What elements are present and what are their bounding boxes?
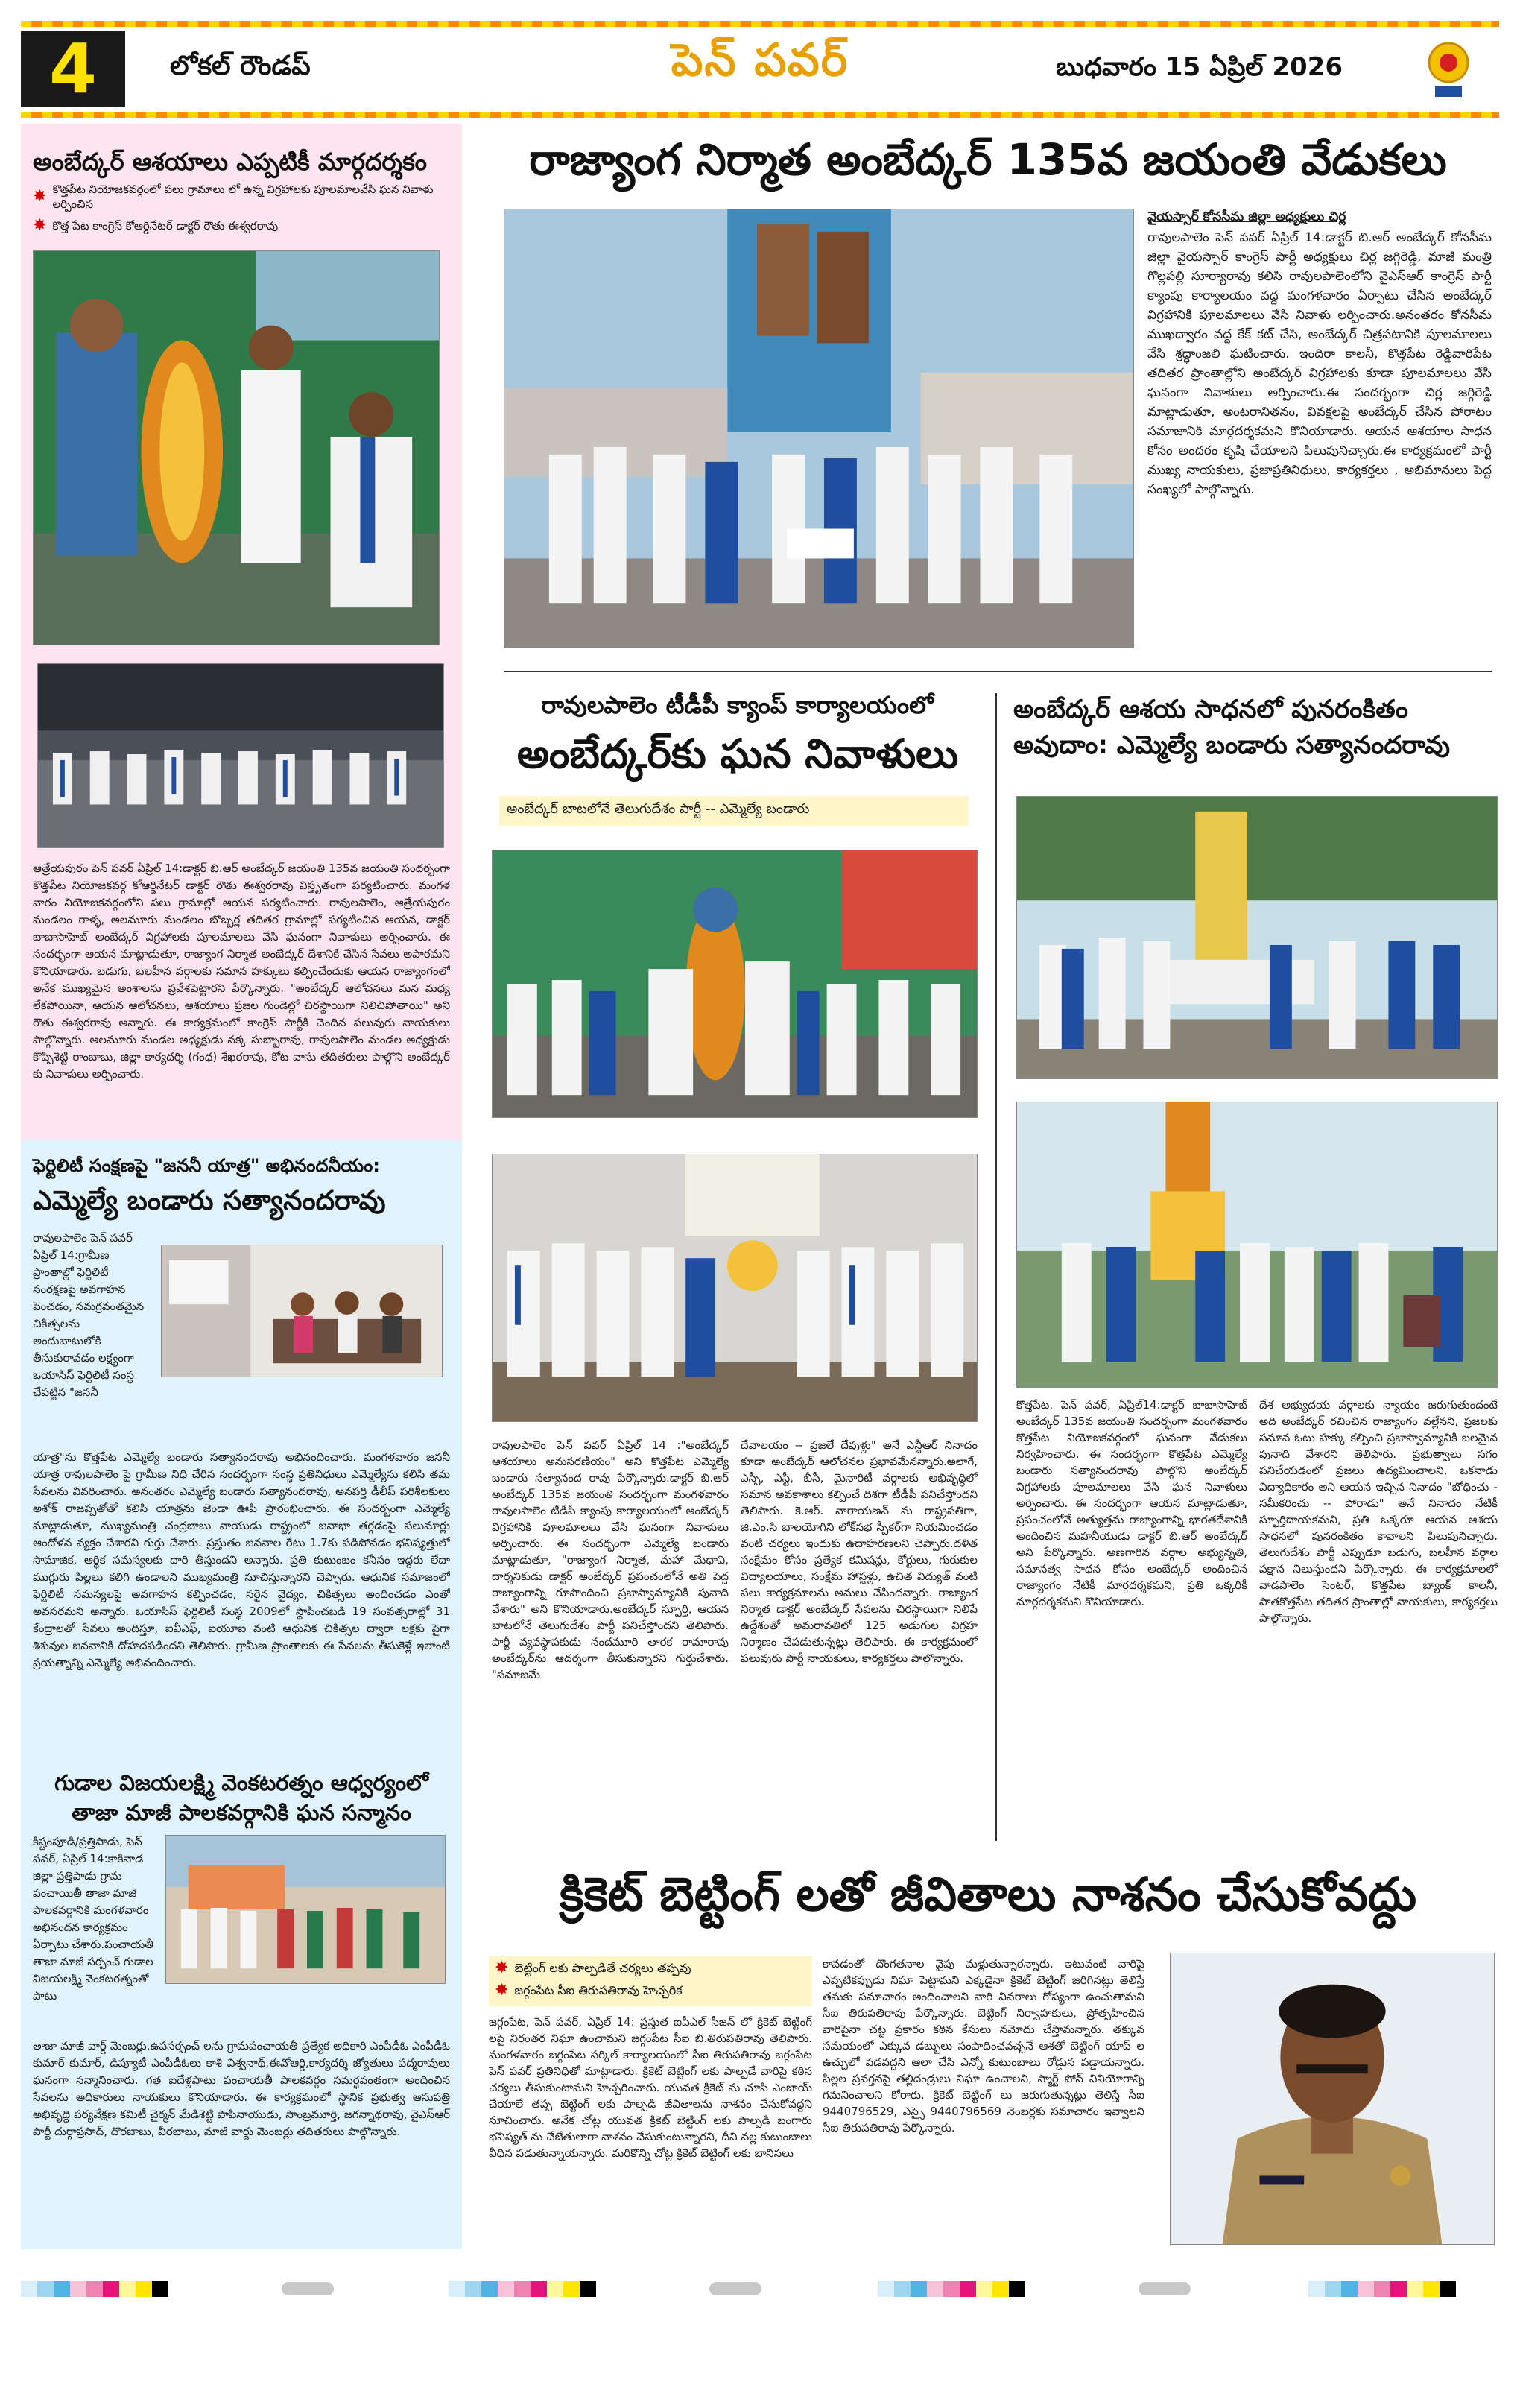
bottom-bullet-1-text: బెట్టింగ్ లకు పాల్పడితే చర్యలు తప్పవు <box>514 1961 691 1975</box>
story1-body: ఆత్రేయపురం పెన్ పవర్ ఏప్రిల్ 14:డాక్టర్ బి.ఆర్ అంబేద్కర్ జయంతి 135వ జయంతి సందర్భంగా కొత్తపేట నియోజకవర్గ కోఆర్డినేటర్ డాక్టర్ రౌతు ఈశ్వరరావు విస్తృతంగా పర్యటించారు. మంగళ వారం నియోజకవర్గంలోని పలు గ్రామాల్లో ఆయన పర్యటించారు. రావులపాలెం, ఆత్రేయపురం మండలం రాళ్ళ, అలమూరు మండలం బొబ్బర్ల తదితర గ్రామాల్లో పర్యటించిన ఆయన, డాక్టర్ బాబాసాహెబ్ అంబేద్కర్ విగ్రహాలకు పూలమాలలు వేసి ఘనంగా నివాళులు అర్పించారు. ఈ సందర్భంగా ఆయన మాట్లాడుతూ, రాజ్యాంగ నిర్మాత అంబేద్కర్ దేశానికి చేసిన సేవలు అపారమని కొనియాడారు. బడుగు, బలహీన వర్గాలకు సమాన హక్కులు కల్పించేందుకు ఆయన రాజ్యాంగంలో అనేక ముఖ్యమైన అంశాలను ప్రవేశపెట్టారని పేర్కొన్నారు. "అంబేద్కర్ ఆలోచనలు మన మధ్య లేకపోయినా, ఆయన ఆలోచనలు, ఆశయాలు ప్రజల గుండెల్లో చిరస్థాయిగా నిలిచిపోతాయి" అని రౌతు ఈశ్వరరావు అన్నారు. ఈ కార్యక్రమంలో కాంగ్రెస్ పార్టీకి చెందిన పలువురు నాయకులు పాల్గొన్నారు. అలమూరు మండల అధ్యక్షుడు నక్క సుబ్బారావు, రావులపాలెం మండల అధ్యక్షుడు కొప్పిశెట్టి రాంబాబు, జిల్లా కార్యదర్శి (గంధ) శేఖరరావు, కోట వాసు తదితరులు పాల్గొని అంబేద్కర్ కు నివాళులు అర్పించారు. <box>33 862 450 1081</box>
center-kicker: రావులపాలెం టీడీపీ క్యాంప్ కార్యాలయంలో <box>541 691 934 719</box>
bottom-body-right: కావడంతో దొంగతనాల వైపు మళ్లుతున్నారన్నారు. ఇటువంటి వారిపై ఎప్పటికప్పుడు నిఘా పెట్టామని ఎక్కడైనా క్రికెట్ బెట్టింగ్ జరిగినట్లు తెలిస్తే తమకు సమాచారం అందించాలని వారి వివరాలు గోప్యంగా ఉంచుతామని సీఐ తిరుపతిరావు పేర్కొన్నారు. బెట్టింగ్ నిర్వాహకులు, ప్రోత్సహించిన వారిపైనా చట్ట ప్రకారం కఠిన కేసులు నమోదు చేస్తామన్నారు. తక్కువ సమయంలో ఎక్కువ డబ్బులు సంపాదించవచ్చనే ఆశతో బెట్టింగ్ యాప్ ల ఉచ్చులో పడవద్దని ఆలా చేసి ఎన్నో కుటుంబాలు రోడ్డున పడ్డాయన్నారు. పిల్లల ప్రవర్తనపై తల్లిదండ్రులు నిఘా ఉంచాలని, స్మార్ట్ ఫోన్ వినియోగాన్ని గమనించాలని కోరారు. క్రికెట్ బెట్టింగ్ లు జరుగుతున్నట్లు తెలిస్తే సీఐ 9440796529, ఎస్సై 9440796569 నెంబర్లకు సమాచారం ఇవ్వాలని సీఐ తిరుపతిరావు పేర్కొన్నారు. <box>823 1957 1144 2134</box>
bottom-bullet-2-text: జగ్గంపేట సీఐ తిరుపతిరావు హెచ్చరిక <box>514 1983 683 1997</box>
photo-tdp-group <box>492 1154 978 1422</box>
brand-title: పెన్ పవర్ <box>671 34 849 86</box>
main-body: రావులపాలెం పెన్ పవర్ ఏప్రిల్ 14:డాక్టర్ బి.ఆర్ అంబేద్కర్ కోనసీమ జిల్లా వైయస్సార్ కాంగ్రెస్ పార్టీ అధ్యక్షులు చిర్ల జగ్గిరెడ్డి, మాజీ మంత్రి గొల్లపల్లి సూర్యారావు కలిసి రావులపాలెంలోని వైఎస్ఆర్ కాంగ్రెస్ పార్టీ క్యాంపు కార్యాలయం వద్ద మంగళవారం ఏర్పాటు చేసిన అంబేద్కర్ విగ్రహానికి పూలమాలలు వేసి నివాళు లర్పించారు.అనంతరం కోనసీమ ముఖద్వారం వద్ద కేక్ కట్ చేసి, అంబేద్కర్ చిత్రపటానికి పూలమాలలు వేసి శ్రద్ధాంజలి ఘటించారు. ఇందిరా కాలనీ, కొత్తపేట రెడ్డివారిపేట తదితర ప్రాంతాల్లోని అంబేద్కర్ విగ్రహాలకు కూడా పూలమాలలు వేసి ఘనంగా నివాళులు అర్పించారు.ఈ సందర్భంగా చిర్ల జగ్గిరెడ్డి మాట్లాడుతూ, అంటరానితనం, వివక్షలపై అంబేద్కర్ చేసిన పోరాటం సమాజానికి మార్గదర్శకమని కొనియాడారు. ఆయన ఆశయాల సాధన కోసం అందరం కృషి చేయాలని పిలుపునిచ్చారు.ఈ కార్యక్రమంలో పార్టీ ముఖ్య నాయకులు, ప్రజాప్రతినిధులు, కార్యకర్తలు , అభిమానులు పెద్ద సంఖ్యలో పాల్గొన్నారు. <box>1147 230 1492 497</box>
photo-statue-tribute-outdoor <box>1016 796 1498 1079</box>
photo-statue-garland <box>33 250 440 645</box>
photo-circle-inspector <box>1170 1953 1495 2245</box>
section-title: లోకల్ రౌండప్ <box>170 51 311 81</box>
issue-date: బుధవారం 15 ఏప్రిల్ 2026 <box>1056 52 1343 82</box>
center-headline: అంబేద్కర్‌కు ఘన నివాళులు <box>516 730 959 777</box>
bottom-bullet-2 <box>495 1981 808 2000</box>
column-divider <box>995 693 997 1841</box>
logo-emblem-icon <box>1413 33 1484 104</box>
main-byline: వైయస్సార్ కోనసీమ జిల్లా అధ్యక్షులు చిర్ల <box>1147 209 1346 224</box>
print-registration-bar <box>21 2281 1499 2298</box>
masthead-border-bottom <box>21 112 1499 118</box>
center-body-left: రావులపాలెం పెన్ పవర్ ఏప్రిల్ 14 :"అంబేద్కర్ ఆశయాలు అనుసరణీయం" అని కొత్తపేట ఎమ్మెల్యే బండారు సత్యానంద రావు పేర్కొన్నారు.డాక్టర్ బి.ఆర్ అంబేద్కర్ 135వ జయంతి సందర్భంగా మంగళవారం రావులపాలెం టీడీపీ క్యాంపు కార్యాలయంలో అంబేద్కర్ విగ్రహానికి పూలమాలలు వేసి ఘనంగా నివాళులు అర్పించారు. ఈ సందర్భంగా ఎమ్మెల్యే బండారు మాట్లాడుతూ, "రాజ్యాంగ నిర్మాత, మహా మేధావి, దార్శనికుడు డాక్టర్ అంబేద్కర్ ప్రపంచంలోనే అతి పెద్ద రాజ్యాంగాన్ని రూపొందించి ప్రజాస్వామ్యానికి పునాది వేశారు" అని కొనియాడారు.అంబేద్కర్ స్ఫూర్తి, ఆయన బాటలోనే తెలుగుదేశం పార్టీ పనిచేస్తోందని తెలిపారు. పార్టీ వ్యవస్థాపకుడు నందమూరి తారక రామారావు అంబేద్కర్‌ను ఆదర్శంగా తీసుకున్నారని గుర్తుచేశారు. "సమాజమే <box>492 1438 729 1681</box>
photo-tdp-office-tribute <box>492 850 978 1118</box>
story2-headline: ఎమ్మెల్యే బండారు సత్యానందరావు <box>33 1186 386 1216</box>
story1-bullet-1-text: కొత్తపేట నియోజకవర్గంలో పలు గ్రామాలు లో ఉన్న విగ్రహాలకు పూలమాలవేసి ఘన నివాళు లర్పించిన <box>52 183 434 211</box>
bottom-body-left: జగ్గంపేట, పెన్ పవర్, ఏప్రిల్ 14: ప్రస్తుత ఐపీఎల్ సీజన్ లో క్రికెట్ బెట్టింగ్ లపై నిరంతర నిఘా ఉంచామని జగ్గంపేట సీఐ బి.తిరుపతిరావు తెలిపారు. మంగళవారం జగ్గంపేట సర్కిల్ కార్యాలయంలో సీఐ తిరుపతిరావు జగ్గంపేట పెన్ పవర్ ప్రతినిధితో మాట్లాడారు. క్రికెట్ బెట్టింగ్ లకు పాల్పడే వారిపై కఠిన చర్యలు తీసుకుంటామని హెచ్చరించారు. యువత క్రికెట్ ను చూసి ఎంజాయ్ చేయాలే తప్ప బెట్టింగ్ లకు పాల్పడి జీవితాలను నాశనం చేసుకోవద్దని సూచించారు. అనేక చోట్ల యువత క్రికెట్ బెట్టింగ్ లకు పాల్పడి బంగారు భవిష్యత్ ను చేజేతులారా నాశనం చేసుకుంటున్నారని, దీని వల్ల కుటుంబాలు వీధిన పడుతున్నాయన్నారు. మరికొన్ని చోట్ల క్రికెట్ బెట్టింగ్ లకు బానిసలు <box>489 2015 812 2160</box>
right-body-left: కొత్తపేట, పెన్ పవర్, ఏప్రిల్14:డాక్టర్ బాబాసాహెబ్ అంబేద్కర్ 135వ జయంతి సందర్భంగా మంగళవారం కొత్తపేట నియోజకవర్గంలో ఘనంగా వేడుకలు నిర్వహించారు. ఈ సందర్భంగా కొత్తపేట ఎమ్మెల్యే బండారు సత్యానందరావు పాల్గొని అంబేద్కర్ విగ్రహాలకు పూలమాలలు వేసి ఘన నివాళులు అర్పించారు. ఈ సందర్భంగా ఆయన మాట్లాడుతూ, ప్రపంచంలోనే అత్యుత్తమ రాజ్యాంగాన్ని భారతదేశానికి అందించిన మహనీయుడు డాక్టర్ బి.ఆర్ అంబేద్కర్ అని పేర్కొన్నారు. అణగారిన వర్గాల అభ్యున్నతి, సమానత్వ సాధన కోసం అంబేద్కర్ అందించిన రాజ్యాంగం నేటికీ మార్గదర్శకమని, ప్రతి ఒక్కరికీ మార్గదర్శకమని కొనియాడారు. <box>1016 1398 1247 1608</box>
story1-bullet-1 <box>33 182 450 212</box>
story2-kicker: ఫెర్టిలిటీ సంక్షణపై "జననీ యాత్ర" అభినందనీయం: <box>33 1155 380 1176</box>
bottom-headline: క్రికెట్ బెట్టింగ్ లతో జీవితాలు నాశనం చేసుకోవద్దు <box>559 1867 1417 1921</box>
bullet-icon: ✸ <box>495 1981 509 2000</box>
main-headline: రాజ్యాంగ నిర్మాత అంబేద్కర్ 135వ జయంతి వేడుకలు <box>529 134 1447 185</box>
color-strip-4 <box>1308 2281 1456 2297</box>
color-strip-1 <box>21 2281 168 2297</box>
photo-statue-procession <box>1016 1102 1498 1388</box>
photo-felicitation-group <box>165 1835 446 1984</box>
bullet-icon: ✸ <box>495 1959 509 1977</box>
register-mark <box>1139 2282 1191 2295</box>
right-headline: అంబేద్కర్ ఆశయ సాధనలో పునరంకితం అవుదాం: ఎమ్మెల్యే బండారు సత్యానందరావు <box>1013 695 1451 760</box>
photo-meeting-crowd <box>37 663 444 848</box>
story3-body: తాజా మాజీ వార్డ్ మెంబర్లు,ఉపసర్పంచ్ లను గ్రామపంచాయతీ ప్రత్యేక అధికారి ఎంపీడీఓ ఎంపీడీఓ కుమార్ కుమార్, డిప్యూటీ ఎంపీడీఓలు కాశీ విశ్వనాథ్,ఈవోఆర్డి,కార్యదర్శి జ్యోతులు పద్మరావులు ఘనంగా సన్మానించారు. గత ఐదేళ్లపాటు పంచాయతీ పాలకవర్గం సమర్థవంతంగా అందించిన సేవలను అధికారులు నాయకులు కొనియాడారు. ఈ కార్యక్రమంలో స్థానిక ప్రభుత్వ ఆసుపత్రి అభివృద్ధి పర్యవేక్షణ కమిటీ చైర్మన్ మేడిశెట్టి పాపినాయుడు, సాంబ్రమూర్తి, జగన్నాథరావు, వైఎస్ఆర్ పార్టీ దుర్గాప్రసాద్, దొరబాబు, వీరబాబు, మాజీ వార్డు మెంబర్లు తదితరులు పాల్గొన్నారు. <box>33 2039 450 2138</box>
brand-logo <box>1413 33 1484 104</box>
register-mark <box>282 2282 334 2295</box>
story3-body-narrow: కిష్టంపూడి/ప్రత్తిపాడు, పెన్ పవర్, ఏప్రిల్ 14:కాకినాడ జిల్లా ప్రత్తిపాడు గ్రామ పంచాయితీ తాజా మాజీ పాలకవర్గానికి మంగళవారం అభినందన కార్యక్రమం ఏర్పాటు చేశారు.పంచాయతీ తాజా మాజీ సర్పంచ్ గుడాల విజయలక్ష్మి వెంకటరత్నంతో పాటు <box>33 1835 153 2003</box>
story1-bullet-2 <box>33 216 450 236</box>
center-subhead: అంబేద్కర్ బాటలోనే తెలుగుదేశం పార్టీ -- ఎమ్మెల్యే బండారు <box>499 796 969 826</box>
register-mark <box>709 2282 761 2295</box>
story1-headline: అంబేద్కర్ ఆశయాలు ఎప్పటికీ మార్గదర్శకం <box>33 148 428 176</box>
masthead <box>21 21 1499 118</box>
color-strip-2 <box>449 2281 596 2297</box>
story2-body-narrow: రావులపాలెం పెన్ పవర్ ఏప్రిల్ 14:గ్రామీణ ప్రాంతాల్లో ఫెర్టిలిటీ సంరక్షణపై అవగాహన పెంచడం, సమగ్రవంతమైన చికిత్సలను అందుబాటులోకి తీసుకురావడం లక్ష్యంగా ఒయాసిస్ ఫెర్టిలిటీ సంస్థ చేపట్టిన "జననీ <box>33 1231 145 1399</box>
story3-headline: గుడాల విజయలక్ష్మి వెంకటరత్నం ఆధ్వర్యంలో తాజా మాజీ పాలకవర్గానికి ఘన సన్మానం <box>54 1770 428 1825</box>
bullet-icon: ✸ <box>33 187 47 206</box>
bottom-bullet-1 <box>495 1959 808 1978</box>
masthead-border-top <box>21 21 1499 27</box>
section-divider <box>504 671 1492 672</box>
color-strip-3 <box>878 2281 1025 2297</box>
page-number: 4 <box>21 31 125 107</box>
right-body-right: దేశ అభ్యుదయ వర్గాలకు న్యాయం జరుగుతుందంటే అది అంబేద్కర్ రచించిన రాజ్యాంగం వల్లేనని, ప్రజలకు సమాన ఓటు హక్కు కల్పించి ప్రజాస్వామ్యానికి బలమైన పునాది వేశారని తెలిపారు. ప్రభుత్వాలు సగం పనిచేయడంలో ప్రజలు ఉద్యమించాలని, ఒకనాడు విద్యాధికారం అని ఆయన ఇచ్చిన నినాదం "బోధించు - సమీకరించు -- పోరాడు" అనే నినాదం నేటికీ స్ఫూర్తిదాయకమని, ప్రతి ఒక్కరూ ఆయన ఆశయ సాధనలో పునరంకితం కావాలని పిలుపునిచ్చారు. తెలుగుదేశం పార్టీ ఎప్పుడూ బడుగు, బలహీన వర్గాల పక్షాన నిలుస్తుందని పేర్కొన్నారు. ఈ కార్యక్రమాలలో వాడపాలెం సెంటర్, కొత్తపేట బ్యాంక్ కాలనీ, పాతకొత్తపేట తదితర ప్రాంతాల్లో నాయకులు, కార్యకర్తలు పాల్గొన్నారు. <box>1259 1398 1498 1625</box>
story1-bullet-2-text: కొత్త పేట కాంగ్రెస్ కోఆర్డినేటర్ డాక్టర్ రౌతు ఈశ్వరరావు <box>52 219 279 233</box>
story2-body: యాత్ర"ను కొత్తపేట ఎమ్మెల్యే బండారు సత్యానందరావు అభినందించారు. మంగళవారం జననీ యాత్ర రావులపాలెం పై గ్రామీణ నిధి చేరిన సందర్భంగా సంస్థ ప్రతినిధులు ఎమ్మెల్యేను కలిసి తమ సేవలను వివరించారు. అనంతరం ఎమ్మెల్యే బండారు సత్యానందరావు, అనపర్తి డీలీప్ పరిశీలకులు అశోక్ రాజప్పతోతో కలిసి యాత్రను జెండా ఊపి ప్రారంభించారు. ఈ సందర్భంగా ఎమ్మెల్యే మాట్లాడుతూ, ముఖ్యమంత్రి చంద్రబాబు నాయుడు రాష్ట్రంలో జనాభా తగ్గడంపై పలుమార్లు ఆందోళన వ్యక్తం చేశారని గుర్తు చేశారు. ప్రస్తుతం జననాల రేటు 1.7కు పడిపోవడం భవిష్యత్తులో సామాజిక, ఆర్థిక సమస్యలకు దారి తీస్తుందని అన్నారు. ప్రతి కుటుంబం కనీసం ఇద్దరు లేదా ముగ్గురు పిల్లలు కలిగి ఉండాలని ముఖ్యమంత్రి సూచిస్తున్నారని చెప్పారు. ఆధునిక సమాజంలో ఫెర్టిలిటీ సమస్యలపై అవగాహన కల్పించడం, సరైన వైద్యం, చికిత్సలు అందించడం ఎంతో అవసరమని అన్నారు. ఒయాసిస్ ఫెర్టిలిటీ సంస్థ 2009లో స్థాపించబడి 19 సంవత్సరాల్లో 31 కేంద్రాలతో సేవలు అందిస్తూ, ఐవీఎఫ్, ఐయూఐ వంటి ఆధునిక చికిత్సల ద్వారా లక్షకు పైగా శిశువుల జననానికి దోహదపడిందని తెలిపారు. గ్రామీణ ప్రాంతాలకు ఈ సేవలను తీసుకెళ్లే ఇలాంటి ప్రయత్నాన్ని ఎమ్మెల్యే అభినందించారు. <box>33 1450 450 1669</box>
photo-clinic-visit <box>161 1245 443 1377</box>
photo-jayanti-celebration <box>504 209 1134 648</box>
bullet-icon: ✸ <box>33 216 47 235</box>
center-body-right: దేవాలయం -- ప్రజలే దేవుళ్లు" అనే ఎన్టీఆర్ నినాదం కూడా అంబేద్కర్ ఆలోచనల ప్రభావమేనన్నారు.అలాగే, ఎస్సీ, ఎస్టీ, బీసీ, మైనారిటీ వర్గాలకు అభివృద్ధిలో సమాన అవకాశాలు కల్పించే దిశగా టీడీపీ పనిచేస్తోందని తెలిపారు. కె.ఆర్. నారాయణన్ ను రాష్ట్రపతిగా, జి.ఎం.సి బాలయోగిని లోక్‌సభ స్పీకర్‌గా నియమించడం వంటి చర్యలు ఇందుకు ఉదాహరణలని చెప్పారు.దళిత సంక్షేమం కోసం ప్రత్యేక కమిషన్లు, కోర్టులు, గురుకుల విద్యాలయాలు, సంక్షేమ హాస్టళ్లు, ఉచిత విద్యుత్ వంటి పలు కార్యక్రమాలను అమలు చేసిందన్నారు. రాజ్యాంగ నిర్మాత డాక్టర్ అంబేద్కర్ సేవలను చిరస్థాయిగా నిలిపే ఉద్దేశంతో అమరావతిలో 125 అడుగుల విగ్రహ నిర్మాణం చేపడుతున్నట్లు తెలిపారు. ఈ కార్యక్రమంలో పలువురు పార్టీ నాయకులు, కార్యకర్తలు పాల్గొన్నారు. <box>741 1438 978 1665</box>
